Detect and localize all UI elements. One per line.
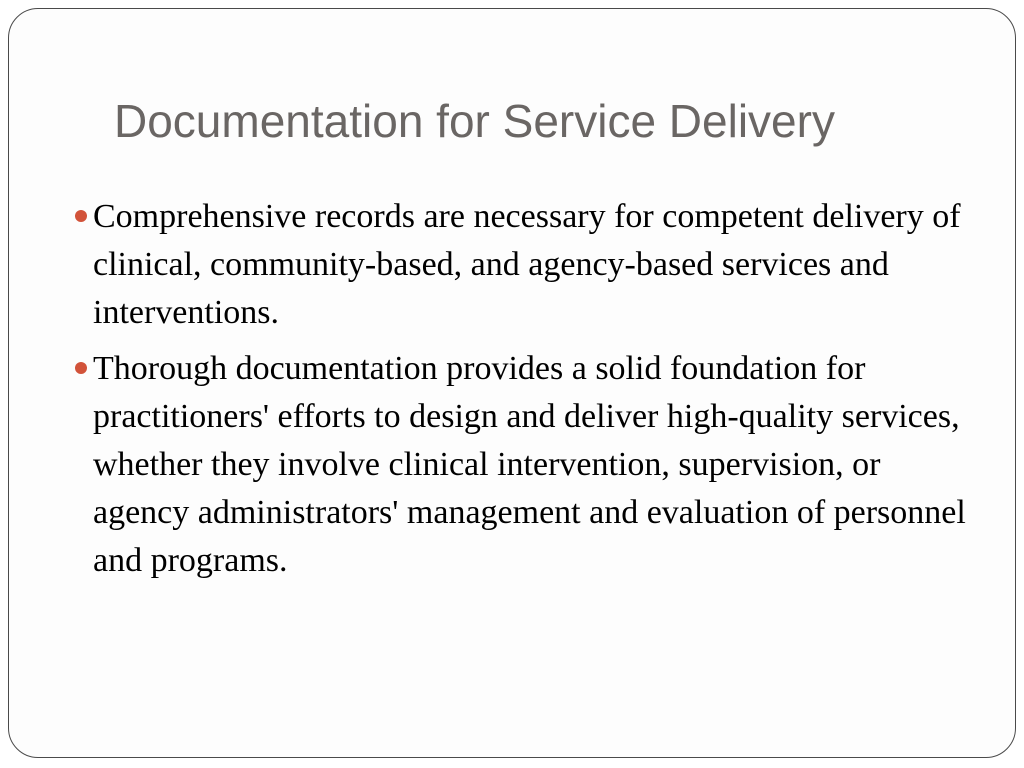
bullet-item: [71, 193, 971, 337]
bullet-list: [71, 193, 971, 593]
bullet-item: [71, 345, 971, 585]
bullet-dot-icon: [75, 362, 87, 374]
bullet-text: Comprehensive records are necessary for competent delivery of clinical, community-based, and agency-based services and interventions.: [93, 198, 961, 331]
bullet-dot-icon: [75, 210, 87, 222]
slide-title: Documentation for Service Delivery: [114, 95, 835, 147]
slide: [8, 8, 1016, 758]
bullet-text: Thorough documentation provides a solid foundation for practitioners' efforts to design and deliver high-quality services, whether they involve clinical intervention, supervision, or agency administrators' management and evaluation of personnel and programs.: [93, 350, 966, 579]
